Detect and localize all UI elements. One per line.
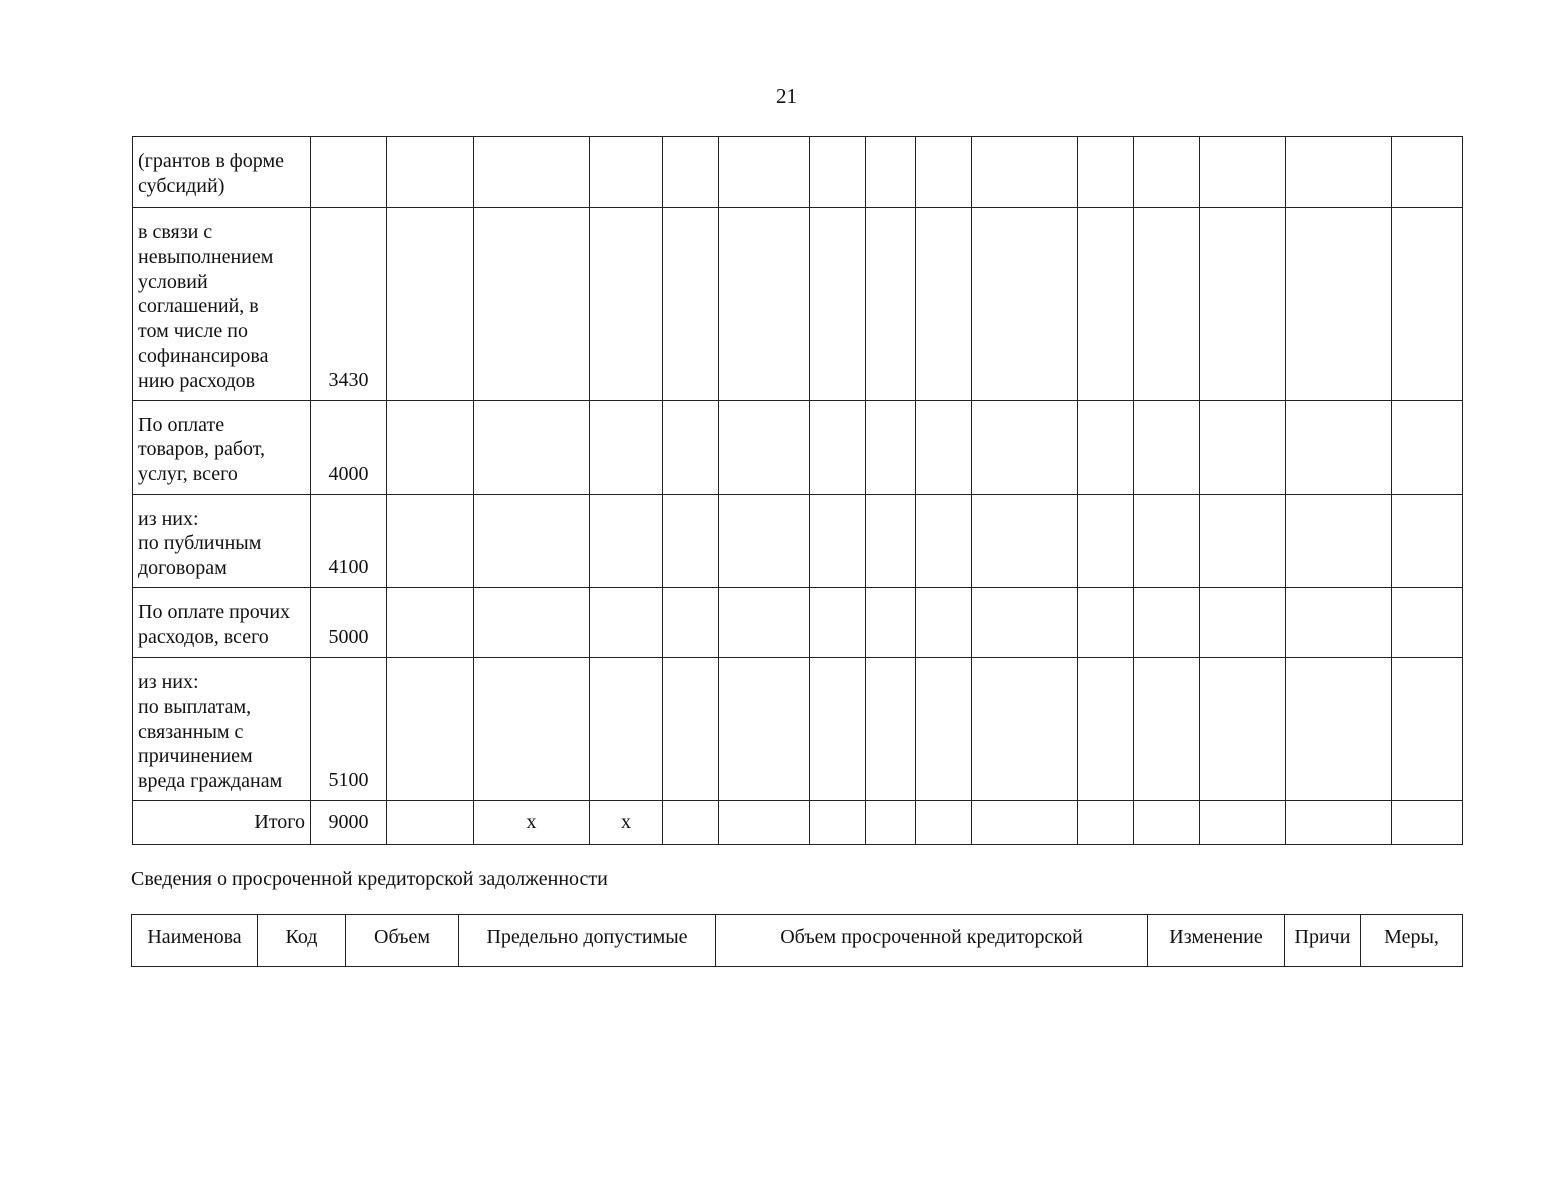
table-cell: [916, 800, 972, 844]
table-cell: [972, 494, 1078, 587]
table-cell: [810, 400, 866, 494]
table-cell: [1286, 494, 1392, 587]
table-cell: [1392, 137, 1463, 208]
section-title: Сведения о просроченной кредиторской задолженности: [131, 868, 608, 890]
table-cell: [663, 400, 719, 494]
table-cell: [810, 657, 866, 800]
table-cell: [387, 657, 474, 800]
row-code: 4100: [311, 494, 387, 587]
table-cell: [972, 208, 1078, 401]
table-cell: [810, 494, 866, 587]
table-cell: [663, 494, 719, 587]
table-cell: [866, 208, 916, 401]
table-cell: [810, 208, 866, 401]
table-cell: [1200, 400, 1286, 494]
table-cell: [1286, 800, 1392, 844]
table-cell: [719, 208, 810, 401]
row-label: из них: по выплатам, связанным с причинением вреда гражданам: [133, 657, 311, 800]
table-cell: [387, 587, 474, 657]
table-cell: [663, 657, 719, 800]
table-cell: [663, 208, 719, 401]
table-cell: [590, 657, 663, 800]
table-cell: [866, 587, 916, 657]
table-cell: [1392, 494, 1463, 587]
row-code: 4000: [311, 400, 387, 494]
table-cell: [474, 587, 590, 657]
table-cell: [1392, 587, 1463, 657]
table-cell: [866, 494, 916, 587]
column-header: Код: [258, 915, 346, 967]
row-label: (грантов в форме субсидий): [133, 137, 311, 208]
table-cell: [866, 657, 916, 800]
table-cell: [474, 400, 590, 494]
table-cell: [1078, 494, 1134, 587]
table-cell: [1392, 208, 1463, 401]
table-cell: [474, 494, 590, 587]
table-row: [133, 400, 1463, 494]
table-cell: [474, 137, 590, 208]
table-cell: [663, 800, 719, 844]
table-cell: [916, 587, 972, 657]
table-cell: [916, 208, 972, 401]
column-header: Предельно допустимые: [459, 915, 716, 967]
table-cell: [719, 657, 810, 800]
table-cell: [719, 494, 810, 587]
table-cell: [719, 587, 810, 657]
table-cell: [1200, 494, 1286, 587]
column-header: Наименова: [132, 915, 258, 967]
table-cell: [972, 400, 1078, 494]
table-cell: [1200, 587, 1286, 657]
table-cell: [1134, 400, 1200, 494]
table-cell: [916, 400, 972, 494]
column-header: Меры,: [1361, 915, 1463, 967]
table-row: [133, 494, 1463, 587]
table-cell: [1286, 208, 1392, 401]
table-cell: [1134, 587, 1200, 657]
table-cell: [474, 657, 590, 800]
overdue-debt-table: [131, 914, 1463, 967]
table-cell: [719, 400, 810, 494]
table-cell: [916, 657, 972, 800]
table-cell: [590, 400, 663, 494]
cash-flow-table: [132, 136, 1463, 845]
table-cell: [1078, 587, 1134, 657]
table-cell: [387, 208, 474, 401]
table-cell: [1134, 137, 1200, 208]
table-cell: [474, 208, 590, 401]
table-cell: [1392, 400, 1463, 494]
column-header: Объем просроченной кредиторской: [716, 915, 1148, 967]
page-number: 21: [776, 84, 797, 108]
header-row: [132, 915, 1463, 967]
table-cell: [916, 494, 972, 587]
column-header: Причи: [1285, 915, 1361, 967]
table-cell: [1392, 657, 1463, 800]
total-mark: x: [474, 800, 590, 844]
table-cell: [1078, 208, 1134, 401]
table-cell: [972, 800, 1078, 844]
table-cell: [866, 800, 916, 844]
table-cell: [1078, 137, 1134, 208]
table-cell: [972, 587, 1078, 657]
total-row: [133, 800, 1463, 844]
table-cell: [1200, 137, 1286, 208]
column-header: Изменение: [1148, 915, 1285, 967]
table-cell: [1134, 657, 1200, 800]
table-cell: [590, 587, 663, 657]
table-cell: [590, 137, 663, 208]
row-label: в связи с невыполнением условий соглашений, в том числе по софинансирова нию расходов: [133, 208, 311, 401]
table-cell: [1078, 800, 1134, 844]
table-cell: [1200, 800, 1286, 844]
table-cell: [1200, 208, 1286, 401]
row-code: [311, 137, 387, 208]
table-cell: [1286, 400, 1392, 494]
table-cell: [1134, 208, 1200, 401]
table-cell: [866, 137, 916, 208]
row-label: По оплате товаров, работ, услуг, всего: [133, 400, 311, 494]
table-cell: [1078, 657, 1134, 800]
table-cell: [1200, 657, 1286, 800]
table-cell: [972, 657, 1078, 800]
table-cell: [1286, 137, 1392, 208]
table-cell: [590, 208, 663, 401]
table-cell: [866, 400, 916, 494]
table-cell: [663, 587, 719, 657]
row-code: 5100: [311, 657, 387, 800]
table-cell: [1286, 657, 1392, 800]
table-cell: [663, 137, 719, 208]
table-cell: [1392, 800, 1463, 844]
table-row: [133, 587, 1463, 657]
table-cell: [719, 800, 810, 844]
row-label: из них: по публичным договорам: [133, 494, 311, 587]
table-row: [133, 208, 1463, 401]
total-code: 9000: [311, 800, 387, 844]
table-cell: [810, 137, 866, 208]
table-cell: [1134, 800, 1200, 844]
total-label: Итого: [133, 800, 311, 844]
table-cell: [387, 400, 474, 494]
table-cell: [387, 800, 474, 844]
row-label: По оплате прочих расходов, всего: [133, 587, 311, 657]
table-cell: [387, 137, 474, 208]
table-cell: [719, 137, 810, 208]
column-header: Объем: [346, 915, 459, 967]
table-cell: [1078, 400, 1134, 494]
table-cell: [972, 137, 1078, 208]
table-cell: [810, 800, 866, 844]
table-row: [133, 137, 1463, 208]
row-code: 3430: [311, 208, 387, 401]
table-cell: [1286, 587, 1392, 657]
total-mark: x: [590, 800, 663, 844]
row-code: 5000: [311, 587, 387, 657]
table-cell: [1134, 494, 1200, 587]
table-cell: [590, 494, 663, 587]
table-cell: [810, 587, 866, 657]
table-cell: [916, 137, 972, 208]
table-cell: [387, 494, 474, 587]
table-row: [133, 657, 1463, 800]
